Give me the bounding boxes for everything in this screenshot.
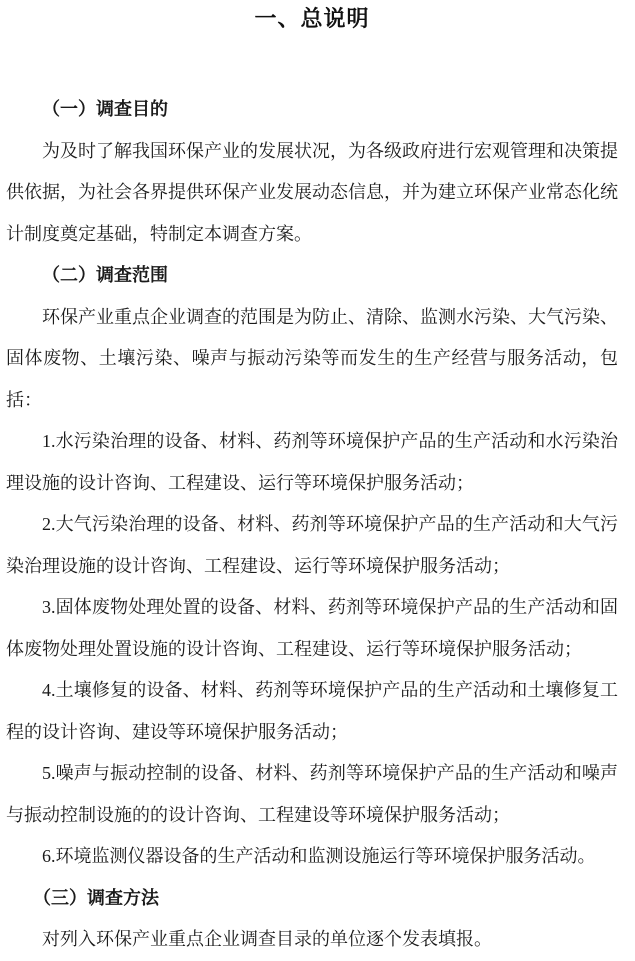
list-item-5-noise-vibration: 5.噪声与振动控制的设备、材料、药剂等环境保护产品的生产活动和噪声与振动控制设施的的设计咨询、工程建设等环境保护服务活动； [6, 763, 618, 825]
paragraph-purpose: 为及时了解我国环保产业的发展状况，为各级政府进行宏观管理和决策提供依据，为社会各界提供环保产业发展动态信息，并为建立环保产业常态化统计制度奠定基础，特制定本调查方案。 [6, 140, 618, 244]
list-item-2-air-pollution: 2.大气污染治理的设备、材料、药剂等环境保护产品的生产活动和大气污染治理设施的设计咨询、工程建设、运行等环境保护服务活动； [6, 514, 618, 576]
paragraph-scope-intro: 环保产业重点企业调查的范围是为防止、清除、监测水污染、大气污染、固体废物、土壤污染、噪声与振动污染等而发生的生产经营与服务活动，包括： [6, 306, 618, 410]
paragraph-method: 对列入环保产业重点企业调查目录的单位逐个发表填报。 [42, 929, 492, 949]
list-item-3-solid-waste: 3.固体废物处理处置的设备、材料、药剂等环境保护产品的生产活动和固体废物处理处置设施的设计咨询、工程建设、运行等环境保护服务活动； [6, 597, 618, 659]
document-title: 一、总说明 [254, 6, 370, 31]
section-heading-method: （三）调查方法 [33, 887, 159, 908]
section-heading-scope: （二）调查范围 [42, 265, 168, 285]
list-item-1-water-pollution: 1.水污染治理的设备、材料、药剂等环境保护产品的生产活动和水污染治理设施的设计咨询、工程建设、运行等环境保护服务活动； [6, 431, 618, 493]
document-body [6, 89, 618, 961]
list-item-4-soil-remediation: 4.土壤修复的设备、材料、药剂等环境保护产品的生产活动和土壤修复工程的设计咨询、建设等环境保护服务活动； [6, 680, 618, 742]
section-heading-purpose: （一）调查目的 [42, 99, 168, 119]
list-item-6-environment-monitoring: 6.环境监测仪器设备的生产活动和监测设施运行等环境保护服务活动。 [42, 846, 596, 866]
